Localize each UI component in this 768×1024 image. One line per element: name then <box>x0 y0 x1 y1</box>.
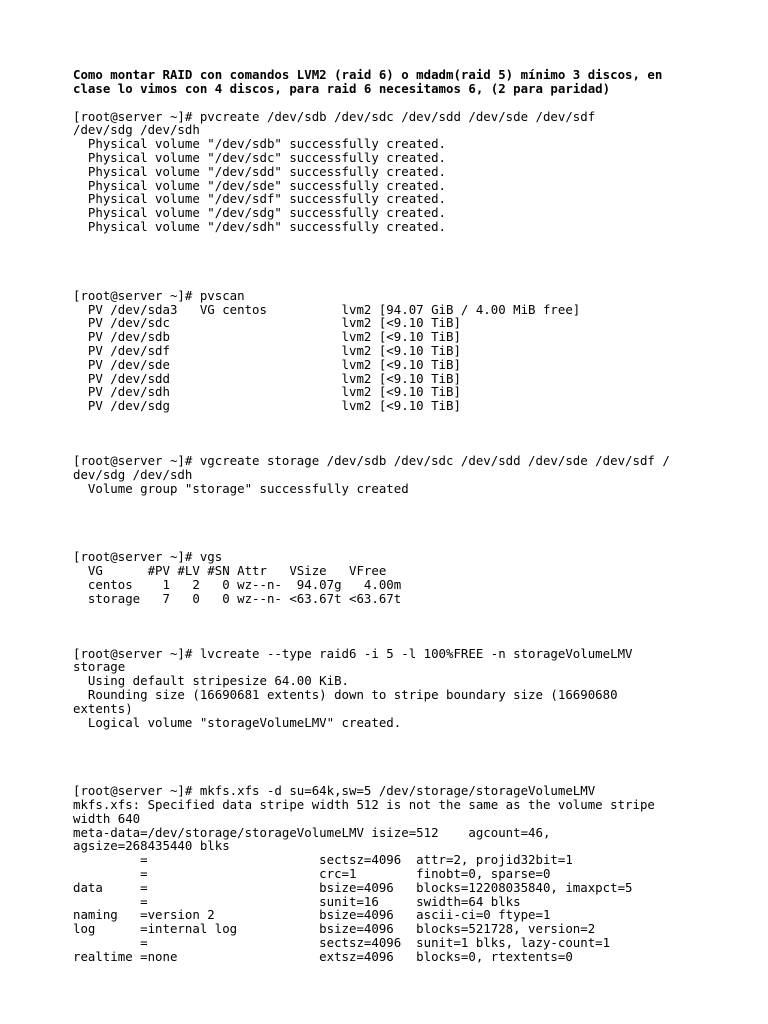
pvcreate-output: [root@server ~]# pvcreate /dev/sdb /dev/sdc /dev/sdd /dev/sde /dev/sdf /dev/sdg /dev/sdh Physical volume "/dev/sdb" successfully created. Physical volume "/dev/sdc" successfully created. Physical volume "/dev/sdd" successfully created. Physical volume "/dev/sde" successfully created. Physical volume "/dev/sdf" successfully created. Physical volume "/dev/sdg" successfully created. Physical volume "/dev/sdh" successfully created. <box>73 108 596 234</box>
mkfs-output: [root@server ~]# mkfs.xfs -d su=64k,sw=5 /dev/storage/storageVolumeLMV mkfs.xfs: Specified data stripe width 512 is not the same as the volume stripe width 640 meta-data=/dev/storage/storageVolumeLMV isize=512 agcount=46, agsize=268435440 blks = sectsz=4096 attr=2, projid32bit=1 = crc=1 finobt=0, sparse=0 data = bsize=4096 blocks=12208035840, imaxpct=5 = sunit=16 swidth=64 blks naming =version 2 bsize=4096 ascii-ci=0 ftype=1 log =internal log bsize=4096 blocks=521728, version=2 = sectsz=4096 sunit=1 blks, lazy-count=1 realtime =none extsz=4096 blocks=0, rtextents=0 <box>73 783 655 964</box>
spacer <box>73 96 713 110</box>
vgcreate-output: [root@server ~]# vgcreate storage /dev/sdb /dev/sdc /dev/sdd /dev/sde /dev/sdf / dev/sdg /dev/sdh Volume group "storage" successfully created <box>73 452 670 496</box>
document-heading: Como montar RAID con comandos LVM2 (raid 6) o mdadm(raid 5) mínimo 3 discos, en clase lo vimos con 4 discos, para raid 6 necesitamos 6, (2 para paridad) <box>73 67 663 96</box>
spacer <box>73 234 713 289</box>
pvscan-output: [root@server ~]# pvscan PV /dev/sda3 VG centos lvm2 [94.07 GiB / 4.00 MiB free] PV /dev/sdc lvm2 [<9.10 TiB] PV /dev/sdb lvm2 [<9.10 TiB] PV /dev/sdf lvm2 [<9.10 TiB] PV /dev/sde lvm2 [<9.10 TiB] PV /dev/sdd lvm2 [<9.10 TiB] PV /dev/sdh lvm2 [<9.10 TiB] PV /dev/sdg lvm2 [<9.10 TiB] <box>73 287 581 414</box>
document-page <box>73 68 713 964</box>
vgs-output: [root@server ~]# vgs VG #PV #LV #SN Attr VSize VFree centos 1 2 0 wz--n- 94.07g 4.00m storage 7 0 0 wz--n- <63.67t <63.67t <box>73 549 402 606</box>
spacer <box>73 606 713 647</box>
lvcreate-output: [root@server ~]# lvcreate --type raid6 -i 5 -l 100%FREE -n storageVolumeLMV storage Using default stripesize 64.00 KiB. Rounding size (16690681 extents) down to stripe boundary size (16690680 extents) Logical volume "storageVolumeLMV" created. <box>73 645 633 730</box>
spacer <box>73 729 713 784</box>
spacer <box>73 495 713 550</box>
spacer <box>73 413 713 454</box>
